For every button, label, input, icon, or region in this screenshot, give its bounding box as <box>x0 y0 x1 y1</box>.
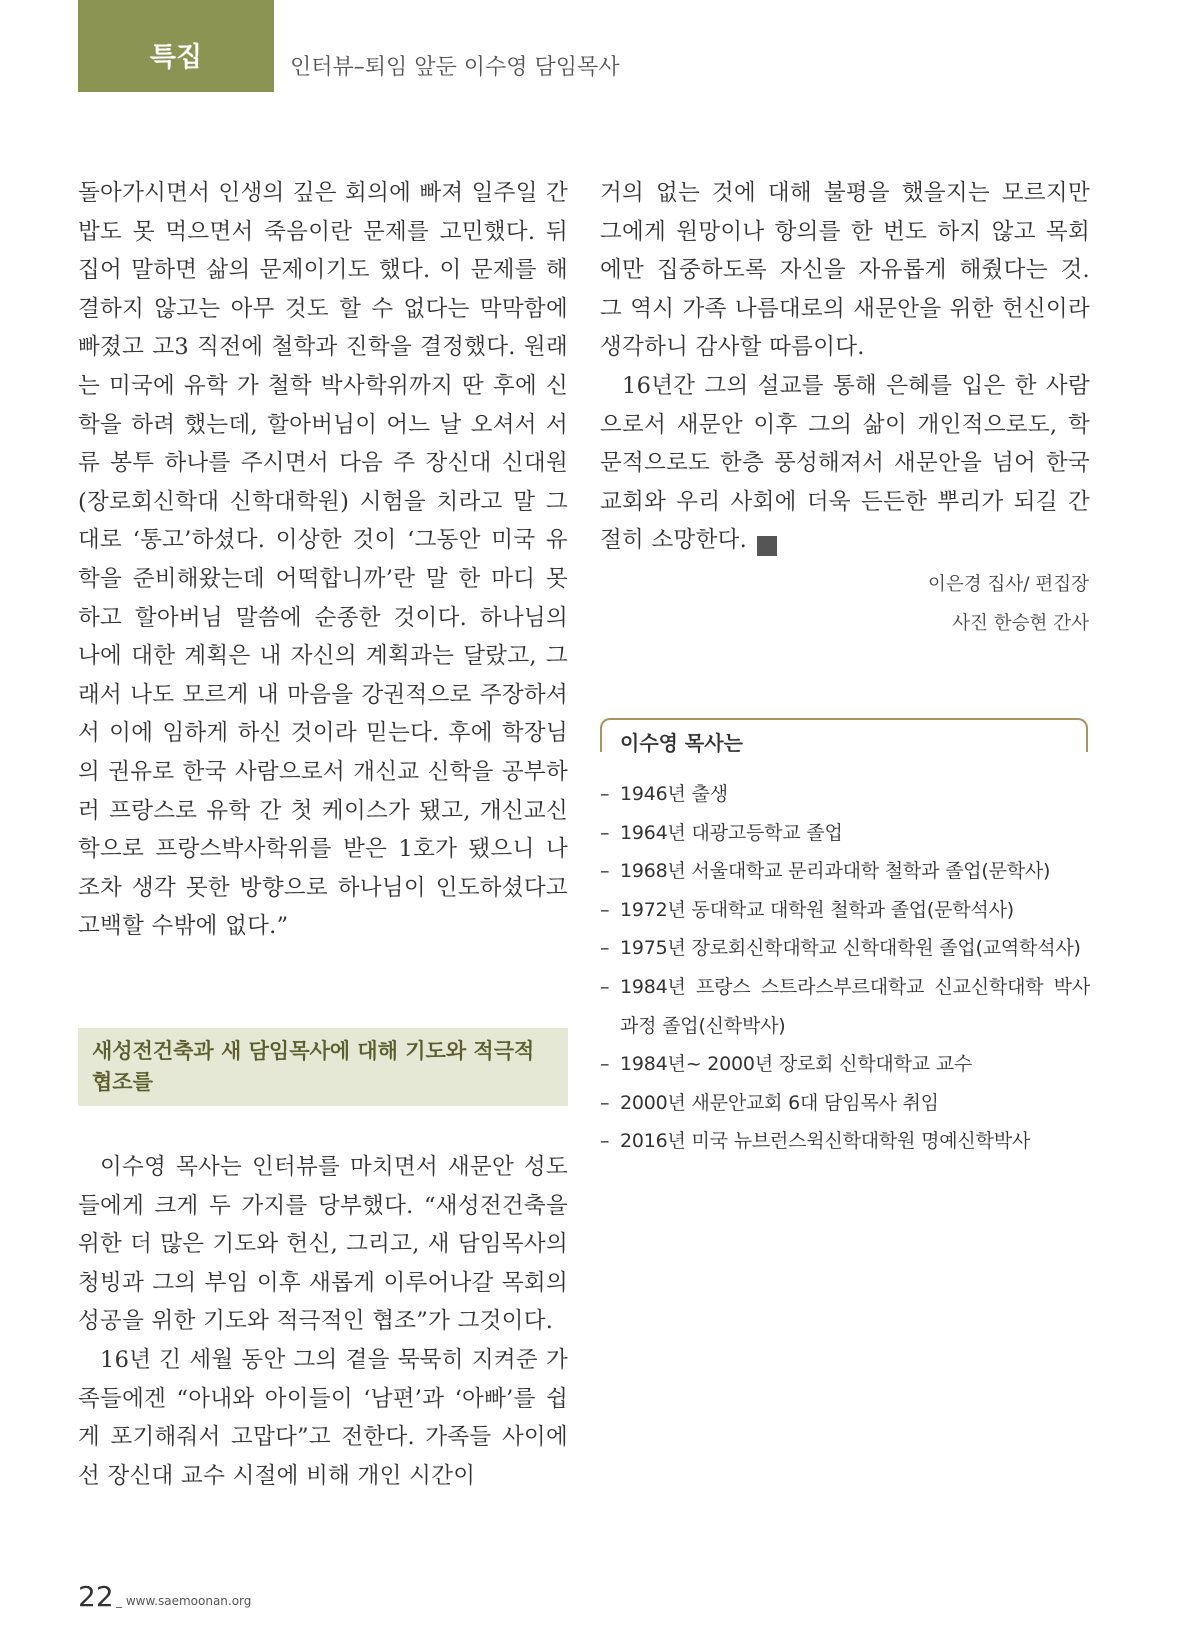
profile-item: – 2016년 미국 뉴브런스윅신학대학원 명예신학박사 <box>600 1122 1090 1161</box>
profile-list <box>600 775 1090 1161</box>
profile-item: – 1968년 서울대학교 문리과대학 철학과 졸업(문학사) <box>600 852 1090 891</box>
credit-photo: 사진 한승현 간사 <box>952 613 1089 634</box>
article-header-title: 인터뷰–퇴임 앞둔 이수영 담임목사 <box>290 55 620 80</box>
right-column <box>600 174 1090 560</box>
site-url: _ www.saemoonan.org <box>116 1594 252 1608</box>
body-paragraph: 16년 긴 세월 동안 그의 곁을 묵묵히 지켜준 가족들에겐 “아내와 아이들이 ‘남편’과 ‘아빠’를 쉽게 포기해줘서 고맙다”고 전한다. 가족들 사이에선 장신대 교수 시절에 비해 개인 시간이 <box>78 1346 568 1489</box>
profile-item: – 1972년 동대학교 대학원 철학과 졸업(문학석사) <box>600 891 1090 930</box>
page-number: 22 <box>78 1580 114 1613</box>
body-paragraph: 거의 없는 것에 대해 불평을 했을지는 모르지만 그에게 원망이나 항의를 한 번도 하지 않고 목회에만 집중하도록 자신을 자유롭게 해줬다는 것. 그 역시 가족 나름대로의 새문안을 위한 헌신이라 생각하니 감사할 따름이다. <box>600 180 1090 361</box>
end-mark-icon: 새 <box>757 536 777 556</box>
section-tag: 특집 <box>78 0 274 92</box>
profile-item: – 1975년 장로회신학대학교 신학대학원 졸업(교역학석사) <box>600 929 1090 968</box>
body-paragraph <box>600 367 1090 560</box>
left-column <box>78 174 568 946</box>
profile-item: – 1964년 대광고등학교 졸업 <box>600 814 1090 853</box>
profile-item: – 1946년 출생 <box>600 775 1090 814</box>
closing-text: 16년간 그의 설교를 통해 은혜를 입은 한 사람으로서 새문안 이후 그의 삶이 개인적으로도, 학문적으로도 한층 풍성해져서 새문안을 넘어 한국 교회와 우리 사회에 더욱 든든한 뿌리가 되길 간절히 소망한다. <box>600 372 1090 554</box>
profile-item: – 2000년 새문안교회 6대 담임목사 취임 <box>600 1084 1090 1123</box>
subheading: 새성전건축과 새 담임목사에 대해 기도와 적극적 협조를 <box>78 1028 568 1106</box>
profile-item: – 1984년 프랑스 스트라스부르대학교 신교신학대학 박사과정 졸업(신학박사) <box>600 968 1090 1045</box>
body-paragraph: 돌아가시면서 인생의 깊은 회의에 빠져 일주일 간 밥도 못 먹으면서 죽음이란 문제를 고민했다. 뒤집어 말하면 삶의 문제이기도 했다. 이 문제를 해결하지 않고는 아무 것도 할 수 없다는 막막함에 빠졌고 고3 직전에 철학과 진학을 결정했다. 원래는 미국에 유학 가 철학 박사학위까지 딴 후에 신학을 하려 했는데, 할아버님이 어느 날 오셔서 서류 봉투 하나를 주시면서 다음 주 장신대 신대원(장로회신학대 신학대학원) 시험을 치라고 말 그대로 ‘통고’하셨다. 이상한 것이 ‘그동안 미국 유학을 준비해왔는데 어떡합니까’란 말 한 마디 못하고 할아버님 말씀에 순종한 것이다. 하나님의 나에 대한 계획은 내 자신의 계획과는 달랐고, 그래서 나도 모르게 내 마음을 강권적으로 주장하셔서 이에 임하게 하신 것이라 믿는다. 후에 학장님의 권유로 한국 사람으로서 개신교 신학을 공부하러 프랑스로 유학 간 첫 케이스가 됐고, 개신교신학으로 프랑스박사학위를 받은 1호가 됐으니 나조차 생각 못한 방향으로 하나님이 인도하셨다고 고백할 수밖에 없다.” <box>78 180 568 940</box>
profile-title: 이수영 목사는 <box>620 731 743 755</box>
profile-item: – 1984년~ 2000년 장로회 신학대학교 교수 <box>600 1045 1090 1084</box>
body-paragraph: 이수영 목사는 인터뷰를 마치면서 새문안 성도들에게 크게 두 가지를 당부했다. “새성전건축을 위한 더 많은 기도와 헌신, 그리고, 새 담임목사의 청빙과 그의 부임 이후 새롭게 이루어나갈 목회의 성공을 위한 기도와 적극적인 협조”가 그것이다. <box>78 1154 568 1335</box>
left-column-lower <box>78 1148 568 1495</box>
credit-writer: 이은경 집사/ 편집장 <box>928 574 1089 595</box>
